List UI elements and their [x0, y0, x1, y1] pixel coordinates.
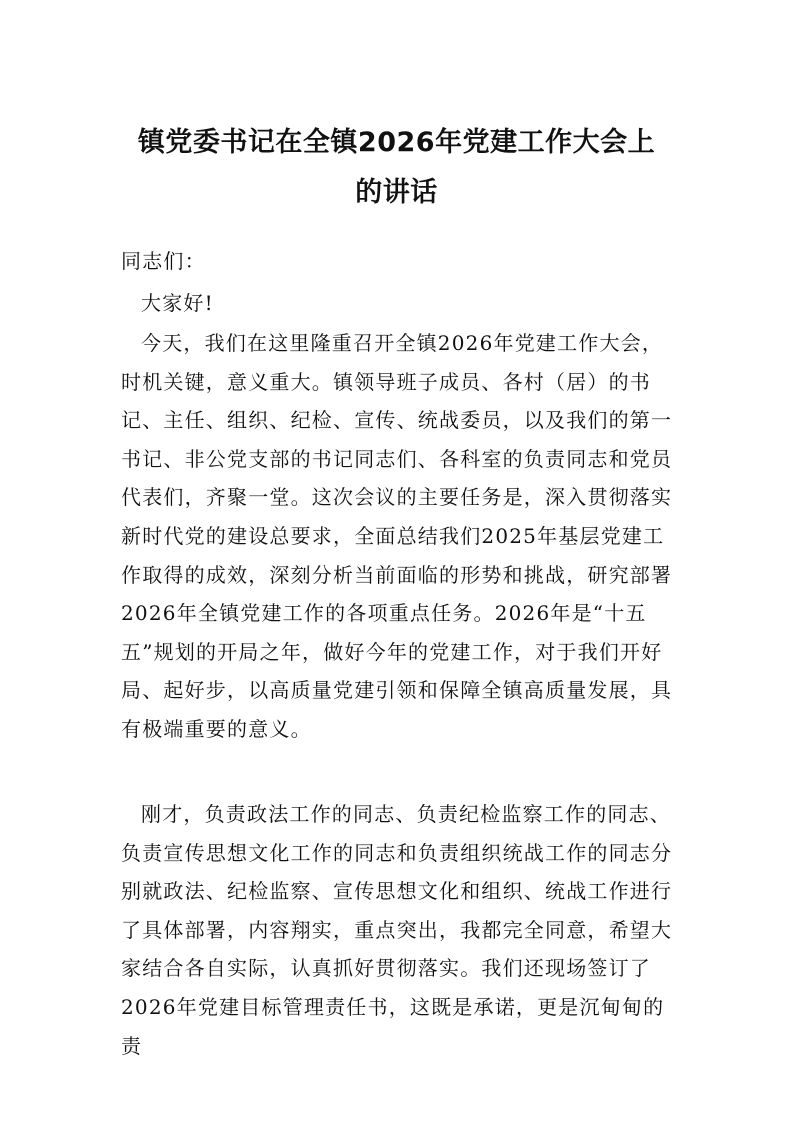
document-title-line-2: 的讲话	[355, 177, 438, 208]
paragraph-opening: 今天，我们在这里隆重召开全镇2026年党建工作大会，时机关键，意义重大。镇领导班子成员、各村（居）的书记、主任、组织、纪检、宣传、统战委员，以及我们的第一书记、非公党支部的书记同志们、各科室的负责同志和党员代表们，齐聚一堂。这次会议的主要任务是，深入贯彻落实新时代党的建设总要求，全面总结我们2025年基层党建工作取得的成效，深刻分析当前面临的形势和挑战，研究部署2026年全镇党建工作的各项重点任务。2026年是“十五五”规划的开局之年，做好今年的党建工作，对于我们开好局、起好步，以高质量党建引领和保障全镇高质量发展，具有极端重要的意义。	[121, 331, 673, 741]
greeting: 大家好!	[141, 291, 214, 315]
document-title-line-1: 镇党委书记在全镇2026年党建工作大会上	[137, 127, 656, 158]
salutation: 同志们：	[121, 249, 206, 273]
paragraph-deployment: 刚才，负责政法工作的同志、负责纪检监察工作的同志、负责宣传思想文化工作的同志和负责组织统战工作的同志分别就政法、纪检监察、宣传思想文化和组织、统战工作进行了具体部署，内容翔实，重点突出，我都完全同意，希望大家结合各自实际，认真抓好贯彻落实。我们还现场签订了2026年党建目标管理责任书，这既是承诺，更是沉甸甸的责	[121, 802, 673, 1058]
